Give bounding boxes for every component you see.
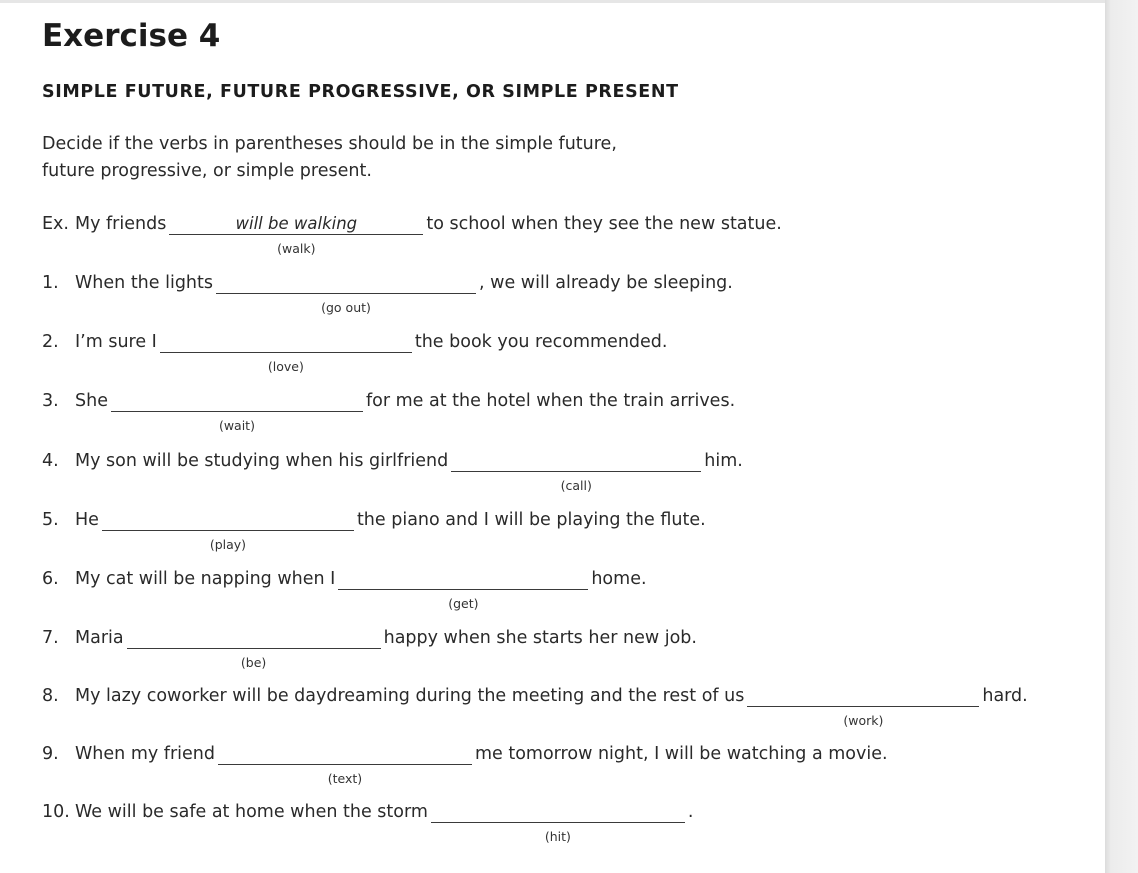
- verb-hint: (text): [327, 771, 363, 786]
- item-text-before: When my friend: [75, 744, 215, 764]
- item-text-after: the piano and I will be playing the flute.: [356, 510, 706, 530]
- exercise-item-2: [42, 330, 668, 374]
- verb-hint: (work): [843, 713, 884, 728]
- verb-hint: (get): [448, 596, 479, 611]
- item-text-before: We will be safe at home when the storm: [75, 802, 428, 822]
- answer-blank-6[interactable]: [338, 567, 588, 611]
- instructions-line-1: Decide if the verbs in parentheses should be in the simple future,: [42, 134, 617, 154]
- verb-hint: (hit): [544, 829, 571, 844]
- item-text-before: She: [75, 391, 108, 411]
- answer-blank-3[interactable]: [111, 389, 363, 433]
- answer-blank-5[interactable]: [102, 508, 354, 552]
- item-text-after: for me at the hotel when the train arrives.: [365, 391, 736, 411]
- answer-blank-9[interactable]: [218, 742, 472, 786]
- example-text-before: My friends: [75, 214, 167, 234]
- item-text-after: me tomorrow night, I will be watching a movie.: [474, 744, 888, 764]
- item-number: 2.: [42, 332, 59, 352]
- answer-blank-10[interactable]: [431, 800, 685, 844]
- item-text-before: My cat will be napping when I: [75, 569, 336, 589]
- exercise-item-6: [42, 567, 647, 611]
- item-text-before: He: [75, 510, 99, 530]
- exercise-title: Exercise 4: [42, 18, 221, 54]
- item-number: 1.: [42, 273, 59, 293]
- item-text-after: home.: [591, 569, 647, 589]
- exercise-subtitle: SIMPLE FUTURE, FUTURE PROGRESSIVE, OR SIMPLE PRESENT: [42, 82, 679, 102]
- item-number: 6.: [42, 569, 59, 589]
- verb-hint: (wait): [218, 418, 255, 433]
- item-number: 3.: [42, 391, 59, 411]
- item-number: 5.: [42, 510, 59, 530]
- item-number: 10.: [42, 802, 70, 822]
- answer-blank-7[interactable]: [127, 626, 381, 670]
- example-answer-blank: [169, 212, 423, 256]
- item-text-before: I’m sure I: [75, 332, 157, 352]
- item-text-after: .: [687, 802, 694, 822]
- page-edge-shadow: [1105, 0, 1138, 873]
- top-border: [0, 0, 1105, 3]
- item-text-after: happy when she starts her new job.: [383, 628, 697, 648]
- item-text-after: hard.: [982, 686, 1028, 706]
- item-text-before: My lazy coworker will be daydreaming during the meeting and the rest of us: [75, 686, 745, 706]
- verb-hint: (call): [560, 478, 592, 493]
- example-text-after: to school when they see the new statue.: [426, 214, 782, 234]
- answer-blank-1[interactable]: [216, 271, 476, 315]
- item-number: 7.: [42, 628, 59, 648]
- instructions-line-2: future progressive, or simple present.: [42, 161, 372, 181]
- item-text-after: the book you recommended.: [414, 332, 668, 352]
- example-answer: will be walking: [235, 214, 358, 233]
- item-text-before: My son will be studying when his girlfriend: [75, 451, 449, 471]
- answer-blank-4[interactable]: [451, 449, 701, 493]
- item-text-before: Maria: [75, 628, 124, 648]
- item-text-before: When the lights: [75, 273, 214, 293]
- exercise-item-7: [42, 626, 697, 670]
- exercise-item-8: [42, 684, 1028, 728]
- verb-hint: (go out): [321, 300, 371, 315]
- exercise-item-4: [42, 449, 743, 493]
- item-number: 4.: [42, 451, 59, 471]
- example-sentence: [42, 212, 782, 256]
- verb-hint: (love): [267, 359, 304, 374]
- item-number: 8.: [42, 686, 59, 706]
- answer-blank-8[interactable]: [747, 684, 979, 728]
- answer-blank-2[interactable]: [160, 330, 412, 374]
- item-text-after: , we will already be sleeping.: [479, 273, 733, 293]
- verb-hint: (be): [240, 655, 267, 670]
- exercise-item-9: [42, 742, 888, 786]
- example-hint: (walk): [277, 241, 316, 256]
- item-number: 9.: [42, 744, 59, 764]
- verb-hint: (play): [209, 537, 247, 552]
- example-label: Ex.: [42, 214, 69, 234]
- exercise-item-3: [42, 389, 736, 433]
- exercise-item-10: [42, 800, 694, 844]
- exercise-item-1: [42, 271, 733, 315]
- item-text-after: him.: [704, 451, 743, 471]
- exercise-item-5: [42, 508, 706, 552]
